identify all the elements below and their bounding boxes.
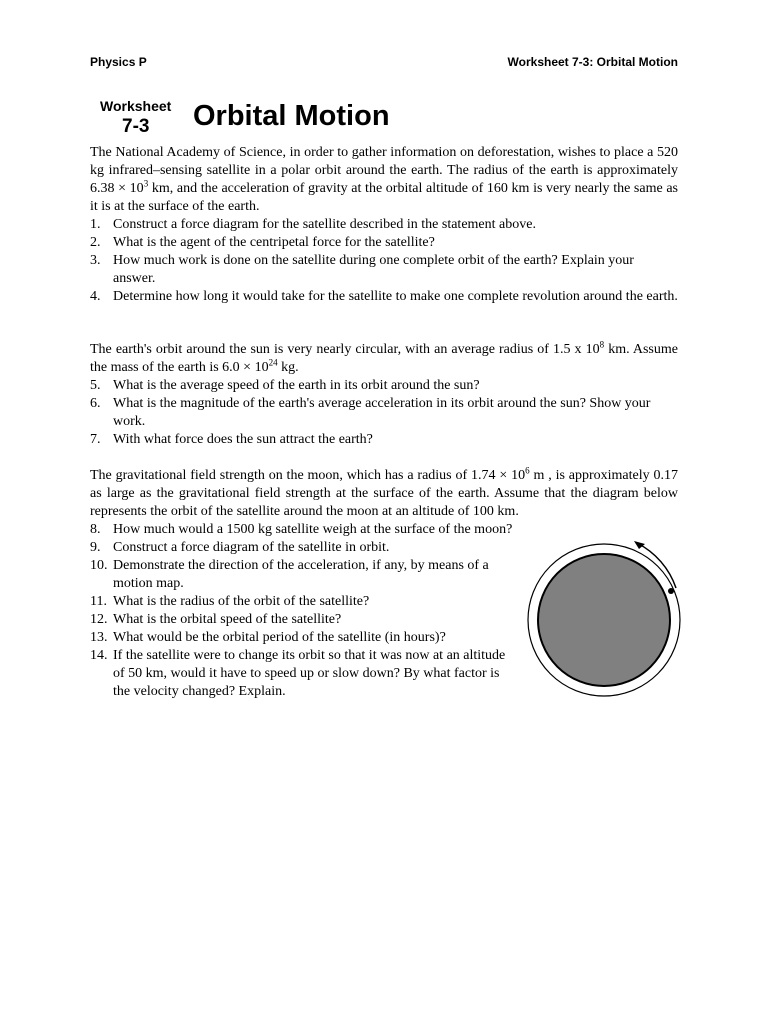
intro-text: km, and the acceleration of gravity at the orbital altitude of 160 km is very nearly the same as it is at the surface of the earth. bbox=[90, 181, 678, 214]
question-item bbox=[90, 647, 518, 701]
question-item bbox=[90, 377, 678, 395]
section-intro bbox=[90, 467, 678, 521]
exponent: 3 bbox=[143, 178, 149, 189]
question-number: 5. bbox=[90, 378, 101, 393]
question-item bbox=[90, 216, 678, 234]
question-number: 6. bbox=[90, 396, 101, 411]
question-number: 1. bbox=[90, 217, 101, 232]
moon-disk bbox=[538, 554, 670, 686]
question-list bbox=[90, 539, 518, 701]
question-text: With what force does the sun attract the earth? bbox=[113, 432, 373, 447]
question-number: 11. bbox=[90, 594, 107, 609]
question-text: Determine how long it would take for the satellite to make one complete revolution around the earth. bbox=[113, 289, 678, 304]
question-list bbox=[90, 216, 678, 306]
section-intro bbox=[90, 341, 678, 377]
intro-text: The earth's orbit around the sun is very nearly circular, with an average radius of 1.5 x 10 bbox=[90, 342, 600, 357]
question-text: What is the agent of the centripetal force for the satellite? bbox=[113, 235, 435, 250]
question-text: Construct a force diagram for the satellite described in the statement above. bbox=[113, 217, 536, 232]
question-number: 8. bbox=[90, 522, 101, 537]
section-intro bbox=[90, 144, 678, 216]
page-title: Orbital Motion bbox=[193, 100, 390, 132]
question-item bbox=[90, 288, 678, 306]
question-text: Demonstrate the direction of the acceleration, if any, by means of a motion map. bbox=[113, 558, 489, 591]
exponent: 8 bbox=[599, 339, 605, 350]
question-number: 12. bbox=[90, 612, 108, 627]
question-item bbox=[90, 539, 518, 557]
question-item bbox=[90, 611, 518, 629]
satellite-dot bbox=[668, 588, 674, 594]
title-block bbox=[100, 98, 500, 138]
question-number: 10. bbox=[90, 558, 108, 573]
question-text: If the satellite were to change its orbit so that it was now at an altitude of 50 km, would it have to speed up or slow down? By what factor is the velocity changed? Explain. bbox=[113, 648, 506, 699]
question-number: 3. bbox=[90, 253, 101, 268]
intro-text: m , is approximately 0.17 as large as the gravitational field strength at the surface of the earth. Assume that the diagram below represents the orbit of the satellite around the moon at an altitude of 100 km. bbox=[90, 468, 678, 519]
question-number: 2. bbox=[90, 235, 101, 250]
section-satellite-earth bbox=[90, 144, 678, 306]
question-text: How much work is done on the satellite during one complete orbit of the earth? Explain your answer. bbox=[113, 253, 634, 286]
moon-orbit-svg bbox=[525, 535, 685, 705]
intro-text: kg. bbox=[277, 360, 299, 375]
question-item bbox=[90, 395, 678, 431]
intro-text: The National Academy of Science, in order to gather information on deforestation, wishes to place a 520 kg infrared–sensing satellite in a polar orbit around the earth. The radius of the earth is approximately 6.38 × 10 bbox=[90, 145, 678, 196]
exponent: 6 bbox=[525, 465, 530, 476]
question-item bbox=[90, 252, 678, 288]
question-number: 9. bbox=[90, 540, 101, 555]
arrow-head bbox=[634, 541, 645, 549]
question-text: What is the radius of the orbit of the satellite? bbox=[113, 594, 370, 609]
worksheet-number: 7-3 bbox=[122, 116, 150, 137]
exponent: 24 bbox=[268, 357, 278, 368]
intro-text: km. Assume the mass of the earth is 6.0 × 10 bbox=[90, 342, 678, 375]
question-number: 14. bbox=[90, 648, 108, 663]
question-item bbox=[90, 431, 678, 449]
question-text: What is the magnitude of the earth's average acceleration in its orbit around the sun? Show your work. bbox=[113, 396, 651, 429]
question-number: 7. bbox=[90, 432, 101, 447]
question-text: Construct a force diagram of the satellite in orbit. bbox=[113, 540, 390, 555]
question-number: 4. bbox=[90, 289, 101, 304]
question-item bbox=[90, 557, 518, 593]
section-earth-orbit bbox=[90, 341, 678, 449]
question-text: What is the average speed of the earth in its orbit around the sun? bbox=[113, 378, 480, 393]
question-item bbox=[90, 593, 518, 611]
question-text: How much would a 1500 kg satellite weigh at the surface of the moon? bbox=[113, 522, 513, 537]
moon-orbit-diagram bbox=[525, 535, 685, 705]
intro-text: The gravitational field strength on the moon, which has a radius of 1.74 × 10 bbox=[90, 468, 526, 483]
question-list bbox=[90, 377, 678, 449]
question-item bbox=[90, 234, 678, 252]
worksheet-word: Worksheet bbox=[100, 98, 172, 114]
question-text: What is the orbital speed of the satellite? bbox=[113, 612, 342, 627]
question-text: What would be the orbital period of the satellite (in hours)? bbox=[113, 630, 446, 645]
question-number: 13. bbox=[90, 630, 108, 645]
course-label: Physics P bbox=[90, 55, 147, 69]
worksheet-label: Worksheet 7-3: Orbital Motion bbox=[507, 55, 678, 69]
page-header bbox=[90, 55, 678, 71]
question-item bbox=[90, 629, 518, 647]
